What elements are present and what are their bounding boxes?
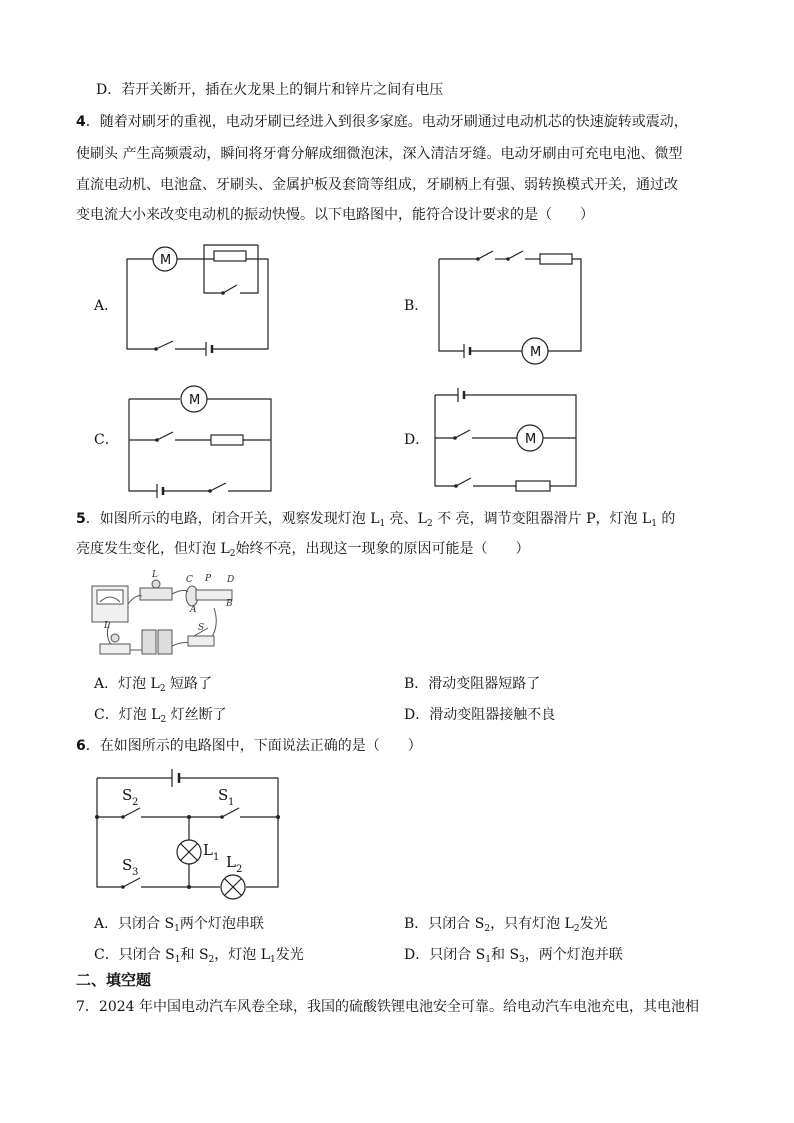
q5-stem-line-2 [76, 539, 529, 564]
resistor [214, 251, 246, 261]
motor-label: M [189, 393, 201, 408]
q5-sub: 1 [651, 519, 657, 529]
q5-option-b: B．滑动变阻器短路了 [404, 676, 541, 692]
motor-label: M [525, 432, 537, 447]
q5-option-c-text: C．灯泡 L [94, 707, 161, 723]
motor-label: M [530, 345, 542, 360]
label-l2: L [226, 853, 236, 871]
resistor [540, 254, 572, 264]
switch-s2 [123, 808, 140, 817]
q5-sub: 2 [160, 715, 167, 725]
q4-option-b-label: B． [404, 298, 429, 314]
label-s2: S [122, 786, 133, 804]
q6-sub: 1 [270, 955, 276, 965]
q6-option-b [404, 914, 608, 939]
label-s3-sub: 3 [132, 867, 139, 878]
q5-option-c-text-2: 灯丝断了 [166, 707, 227, 723]
q6-a-2: 两个灯泡串联 [179, 916, 264, 932]
lamp-l2-base [140, 588, 172, 600]
q6-sub: 1 [485, 955, 491, 965]
q4-stem-line-4: 变电流大小来改变电动机的振动快慢。以下电路图中，能符合设计要求的是（ ） [76, 207, 594, 223]
photo-label-s: S [198, 623, 205, 633]
q6-sub: 3 [519, 955, 525, 965]
q5-circuit-photo [92, 570, 234, 654]
q5-sub: 2 [159, 684, 166, 694]
q6-stem-text: ．在如图所示的电路图中，下面说法正确的是（ ） [85, 738, 422, 754]
q4-stem-line-3: 直流电动机、电池盒、牙刷头、金属护板及套筒等组成，牙刷柄上有强、弱转换模式开关，通过改 [76, 177, 678, 193]
q6-d-2: 和 S [491, 947, 520, 963]
circuit-b [439, 251, 581, 364]
q7-stem: 7．2024 年中国电动汽车风卷全球，我国的硫酸铁锂电池安全可靠。给电动汽车电池充电，其电池相 [76, 999, 699, 1015]
photo-label-c: C [186, 575, 193, 585]
q5-sub: 2 [229, 549, 236, 559]
photo-label-l1: L [104, 621, 110, 631]
photo-label-p: P [205, 574, 212, 584]
label-l1: L [203, 841, 213, 859]
q5-text-a: ．如图所示的电路，闭合开关，观察发现灯泡 L [85, 511, 380, 527]
q4-stem-line-1: 4．随着对刷牙的重视，电动牙刷已经进入到很多家庭。电动牙刷通过电动机芯的快速旋转或震动， [76, 114, 688, 130]
q5-text-e: 亮度发生变化，但灯泡 L [76, 541, 230, 557]
q5-text-c: 不 亮，调节变阻器滑片 P，灯泡 L [432, 511, 652, 527]
circuit-d [435, 388, 576, 491]
label-s1: S [218, 786, 229, 804]
switch-s [188, 636, 214, 646]
battery-cell [142, 630, 156, 654]
q5-text-b: 亮、L [385, 511, 427, 527]
circuit-c [129, 386, 271, 498]
q5-option-a [94, 674, 212, 699]
photo-label-b: B [226, 599, 233, 609]
q5-sub: 2 [426, 519, 433, 529]
section-heading-fill-in: 二、填空题 [76, 971, 152, 989]
q5-text-d: 的 [656, 511, 676, 527]
q5-option-a-text-2: 短路了 [165, 676, 213, 692]
q4-stem-text-1: ．随着对刷牙的重视，电动牙刷已经进入到很多家庭。电动牙刷通过电动机芯的快速旋转或震动， [85, 114, 688, 130]
q6-circuit [95, 769, 280, 899]
q5-option-c [94, 705, 227, 730]
label-l2-sub: 2 [236, 864, 243, 875]
q6-b-2: ，只有灯泡 L [490, 916, 574, 932]
q4-option-c-label: C． [94, 432, 119, 448]
q4-option-a-label: A． [94, 298, 119, 314]
q5-option-a-text: A．灯泡 L [94, 676, 160, 692]
label-s3: S [122, 856, 133, 874]
switch-s3 [123, 878, 140, 887]
q6-option-a [94, 914, 264, 939]
q6-c-2: 和 S [180, 947, 209, 963]
q6-b-3: 发光 [579, 916, 608, 932]
q6-a-1: A．只闭合 S [94, 916, 175, 932]
q6-sub: 2 [484, 924, 491, 934]
circuit-a [127, 245, 268, 356]
q6-stem: 6．在如图所示的电路图中，下面说法正确的是（ ） [76, 738, 422, 754]
q5-stem-line-1: 5．如图所示的电路，闭合开关，观察发现灯泡 $L_1$ 亮、$L_2$ 不 亮，调节变阻器滑片 P，灯泡 $L_1$ 的 [76, 511, 676, 529]
q6-d-1: D．只闭合 S [404, 947, 486, 963]
q6-b-1: B．只闭合 S [404, 916, 485, 932]
q6-c-4: 发光 [275, 947, 304, 963]
switch-s1 [222, 808, 239, 817]
battery-cell [158, 630, 172, 654]
q4-stem-line-2: 使刷头 产生高频震动，瞬间将牙膏分解成细微泡沫，深入清洁牙缝。电动牙刷由可充电电池、微型 [76, 146, 683, 162]
resistor [516, 481, 550, 491]
photo-label-d: D [227, 575, 235, 585]
photo-label-l2: L [152, 570, 158, 580]
q6-c-1: C．只闭合 S [94, 947, 175, 963]
q6-d-3: ，两个灯泡并联 [524, 947, 623, 963]
resistor [211, 435, 243, 445]
motor-label: M [160, 253, 172, 268]
q5-text-f: 始终不亮，出现这一现象的原因可能是（ ） [235, 541, 530, 557]
label-s2-sub: 2 [132, 797, 139, 808]
q6-sub: 2 [573, 924, 580, 934]
q3-option-d: D．若开关断开，插在火龙果上的铜片和锌片之间有电压 [96, 82, 444, 98]
q6-sub: 1 [174, 955, 181, 965]
q6-sub: 2 [208, 955, 215, 965]
lamp-l1-base [100, 644, 130, 654]
label-l1-sub: 1 [213, 852, 220, 863]
q4-option-d-label: D． [404, 432, 430, 448]
q5-option-d: D．滑动变阻器接触不良 [404, 707, 556, 723]
q5-sub: 1 [379, 519, 386, 529]
photo-label-a: A [190, 605, 197, 615]
q6-sub: 1 [174, 924, 180, 934]
q6-option-c [94, 945, 304, 970]
q6-option-d [404, 945, 623, 970]
label-s1-sub: 1 [228, 797, 235, 808]
q6-c-3: ，灯泡 L [214, 947, 271, 963]
